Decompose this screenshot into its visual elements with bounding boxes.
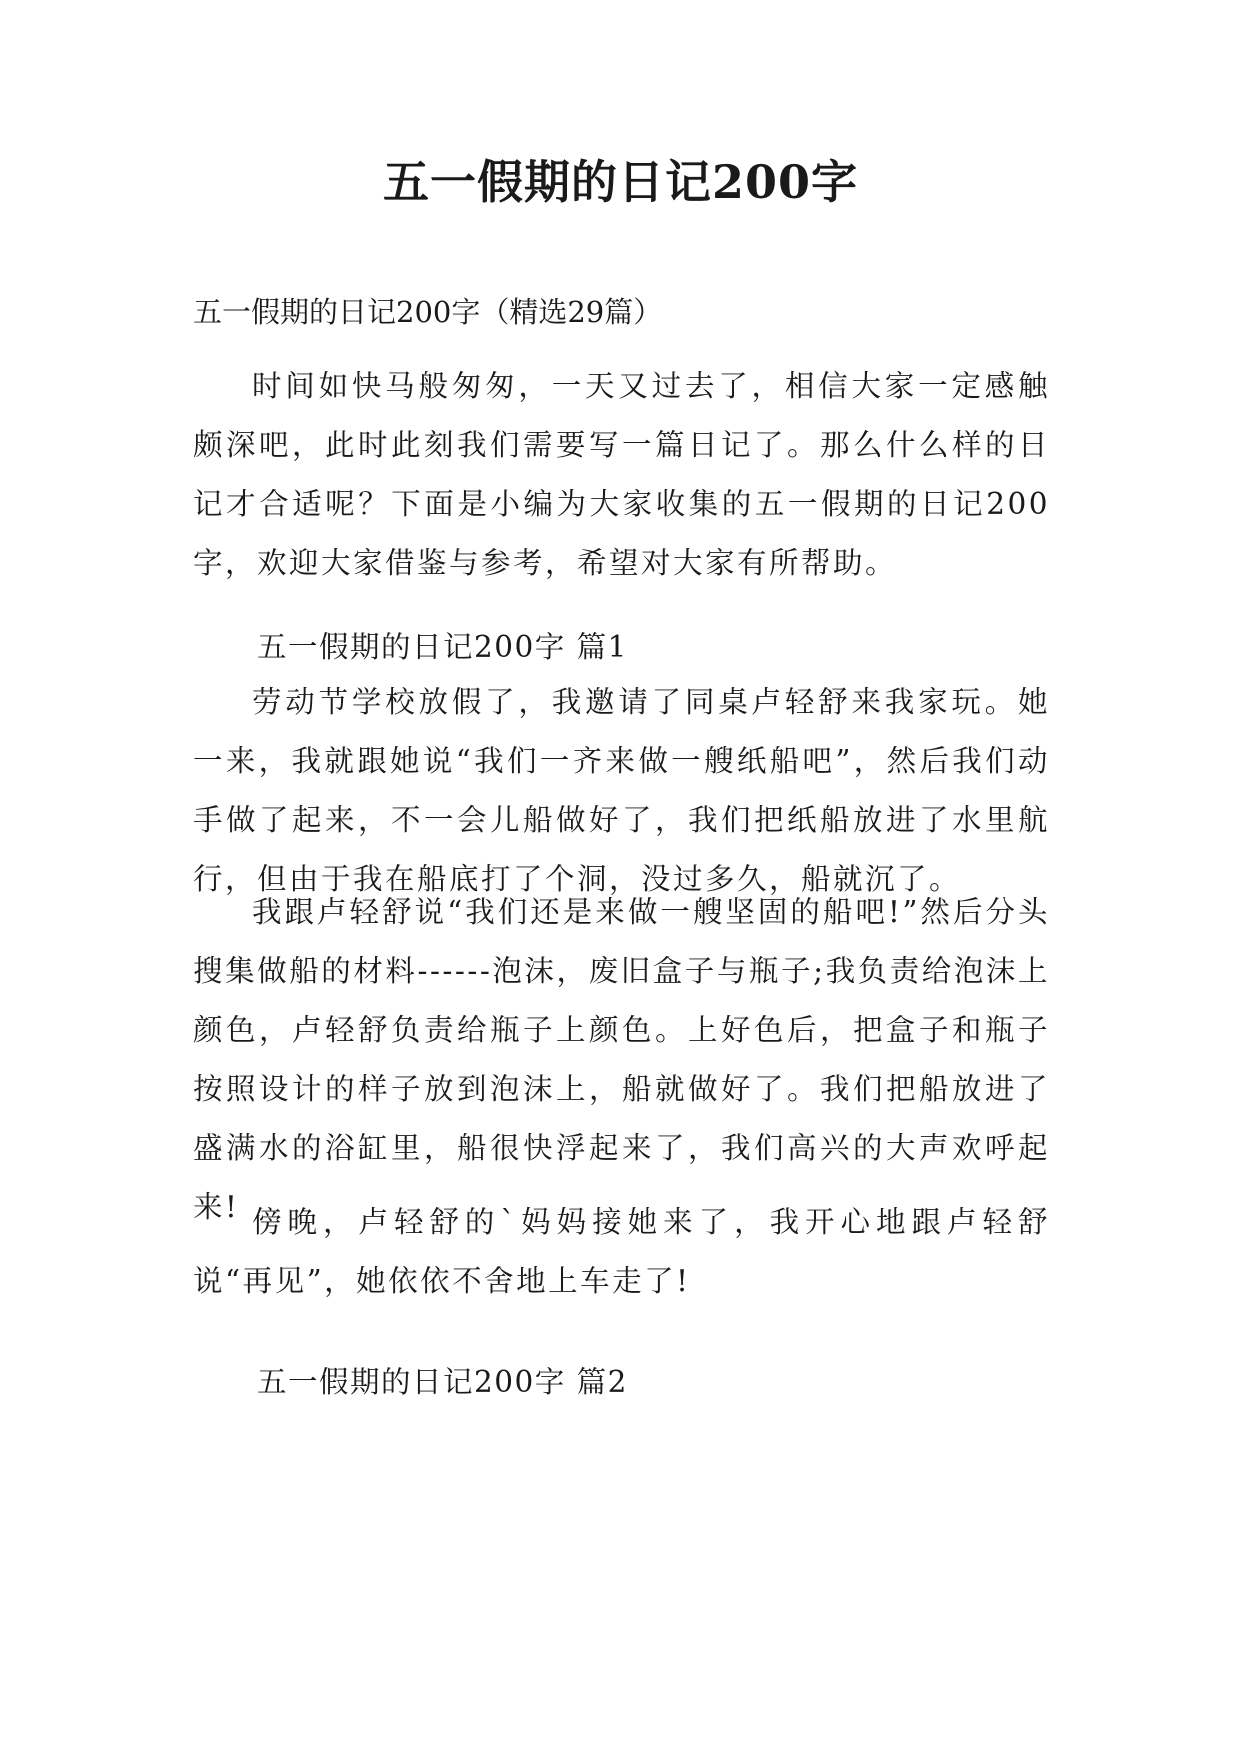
section-heading-1: 五一假期的日记200字 篇1 (257, 630, 628, 664)
document-title: 五一假期的日记200字 (382, 155, 859, 209)
section-heading-2: 五一假期的日记200字 篇2 (257, 1365, 628, 1399)
section-1-paragraph-3: 傍晚，卢轻舒的`妈妈接她来了，我开心地跟卢轻舒说“再见”，她依依不舍地上车走了! (193, 1205, 1050, 1298)
intro-paragraph: 时间如快马般匆匆，一天又过去了，相信大家一定感触颇深吧，此时此刻我们需要写一篇日记了。那么什么样的日记才合适呢？下面是小编为大家收集的五一假期的日记200字，欢迎大家借鉴与参考，希望对大家有所帮助。 (193, 369, 1050, 580)
section-1-paragraph-2: 我跟卢轻舒说“我们还是来做一艘坚固的船吧!”然后分头搜集做船的材料------泡沫，废旧盒子与瓶子;我负责给泡沫上颜色，卢轻舒负责给瓶子上颜色。上好色后，把盒子和瓶子按照设计的样子放到泡沫上，船就做好了。我们把船放进了盛满水的浴缸里，船很快浮起来了，我们高兴的大声欢呼起来! (193, 895, 1050, 1224)
section-1-paragraph-1: 劳动节学校放假了，我邀请了同桌卢轻舒来我家玩。她一来，我就跟她说“我们一齐来做一艘纸船吧”，然后我们动手做了起来，不一会儿船做好了，我们把纸船放进了水里航行，但由于我在船底打了个洞，没过多久，船就沉了。 (193, 685, 1050, 896)
document-subtitle: 五一假期的日记200字（精选29篇） (193, 295, 663, 329)
